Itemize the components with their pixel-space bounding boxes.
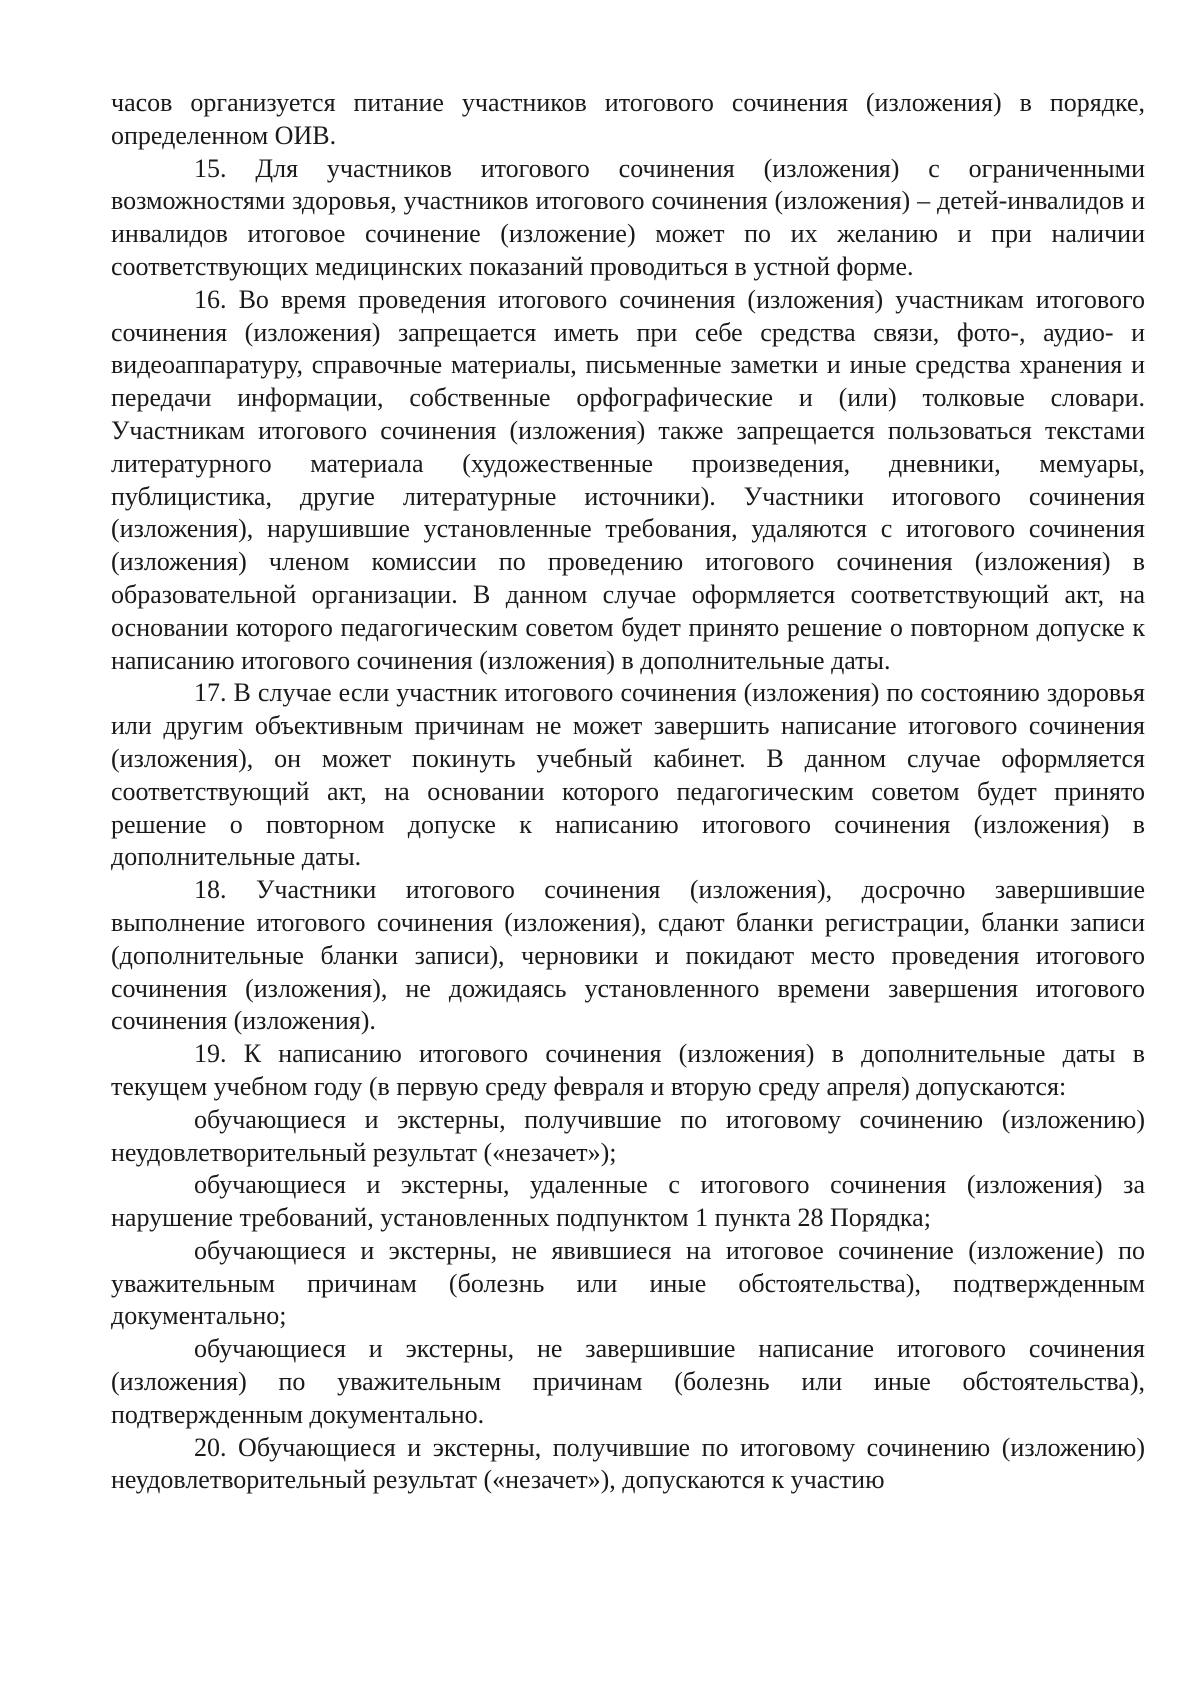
list-item-unsatisfactory-result: обучающиеся и экстерны, получившие по итоговому сочинению (изложению) неудовлетворительный результат («незачет»); — [111, 1104, 1145, 1167]
list-item-removed-participants: обучающиеся и экстерны, удаленные с итогового сочинения (изложения) за нарушение требований, установленных подпунктом 1 пункта 28 Порядка; — [111, 1170, 1145, 1233]
list-item-incomplete-participants: обучающиеся и экстерны, не завершившие написание итогового сочинения (изложения) по уважительным причинам (болезнь или иные обстоятельства), подтвержденным документально. — [111, 1334, 1145, 1429]
paragraph-continuation: часов организуется питание участников итогового сочинения (изложения) в порядке, определенном ОИВ. — [111, 88, 1145, 150]
paragraph-20: 20. Обучающиеся и экстерны, получившие по итоговому сочинению (изложению) неудовлетворительный результат («незачет»), допускаются к участию — [111, 1432, 1145, 1495]
paragraph-18: 18. Участники итогового сочинения (изложения), досрочно завершившие выполнение итогового сочинения (изложения), сдают бланки регистрации, бланки записи (дополнительные бланки записи), черновики и покидают место проведения итогового сочинения (изложения), не дожидаясь установленного времени завершения итогового сочинения (изложения). — [111, 875, 1145, 1036]
paragraph-17: 17. В случае если участник итогового сочинения (изложения) по состоянию здоровья или другим объективным причинам не может завершить написание итогового сочинения (изложения), он может покинуть учебный кабинет. В данном случае оформляется соответствующий акт, на основании которого педагогическим советом будет принято решение о повторном допуске к написанию итогового сочинения (изложения) в дополнительные даты. — [111, 678, 1145, 872]
list-item-absent-participants: обучающиеся и экстерны, не явившиеся на итоговое сочинение (изложение) по уважительным причинам (болезнь или иные обстоятельства), подтвержденным документально; — [111, 1235, 1145, 1331]
document-page — [111, 87, 1145, 1497]
paragraph-16: 16. Во время проведения итогового сочинения (изложения) участникам итогового сочинения (изложения) запрещается иметь при себе средства связи, фото-, аудио- и видеоаппаратуру, справочные материалы, письменные заметки и иные средства хранения и передачи информации, собственные орфографические и (или) толковые словари. Участникам итогового сочинения (изложения) также запрещается пользоваться текстами литературного материала (художественные произведения, дневники, мемуары, публицистика, другие литературные источники). Участники итогового сочинения (изложения), нарушившие установленные требования, удаляются с итогового сочинения (изложения) членом комиссии по проведению итогового сочинения (изложения) в образовательной организации. В данном случае оформляется соответствующий акт, на основании которого педагогическим советом будет принято решение о повторном допуске к написанию итогового сочинения (изложения) в дополнительные даты. — [111, 284, 1145, 675]
paragraph-19: 19. К написанию итогового сочинения (изложения) в дополнительные даты в текущем учебном году (в первую среду февраля и вторую среду апреля) допускаются: — [111, 1039, 1145, 1101]
paragraph-15: 15. Для участников итогового сочинения (изложения) с ограниченными возможностями здоровья, участников итогового сочинения (изложения) – детей-инвалидов и инвалидов итоговое сочинение (изложение) может по их желанию и при наличии соответствующих медицинских показаний проводиться в устной форме. — [111, 153, 1145, 281]
